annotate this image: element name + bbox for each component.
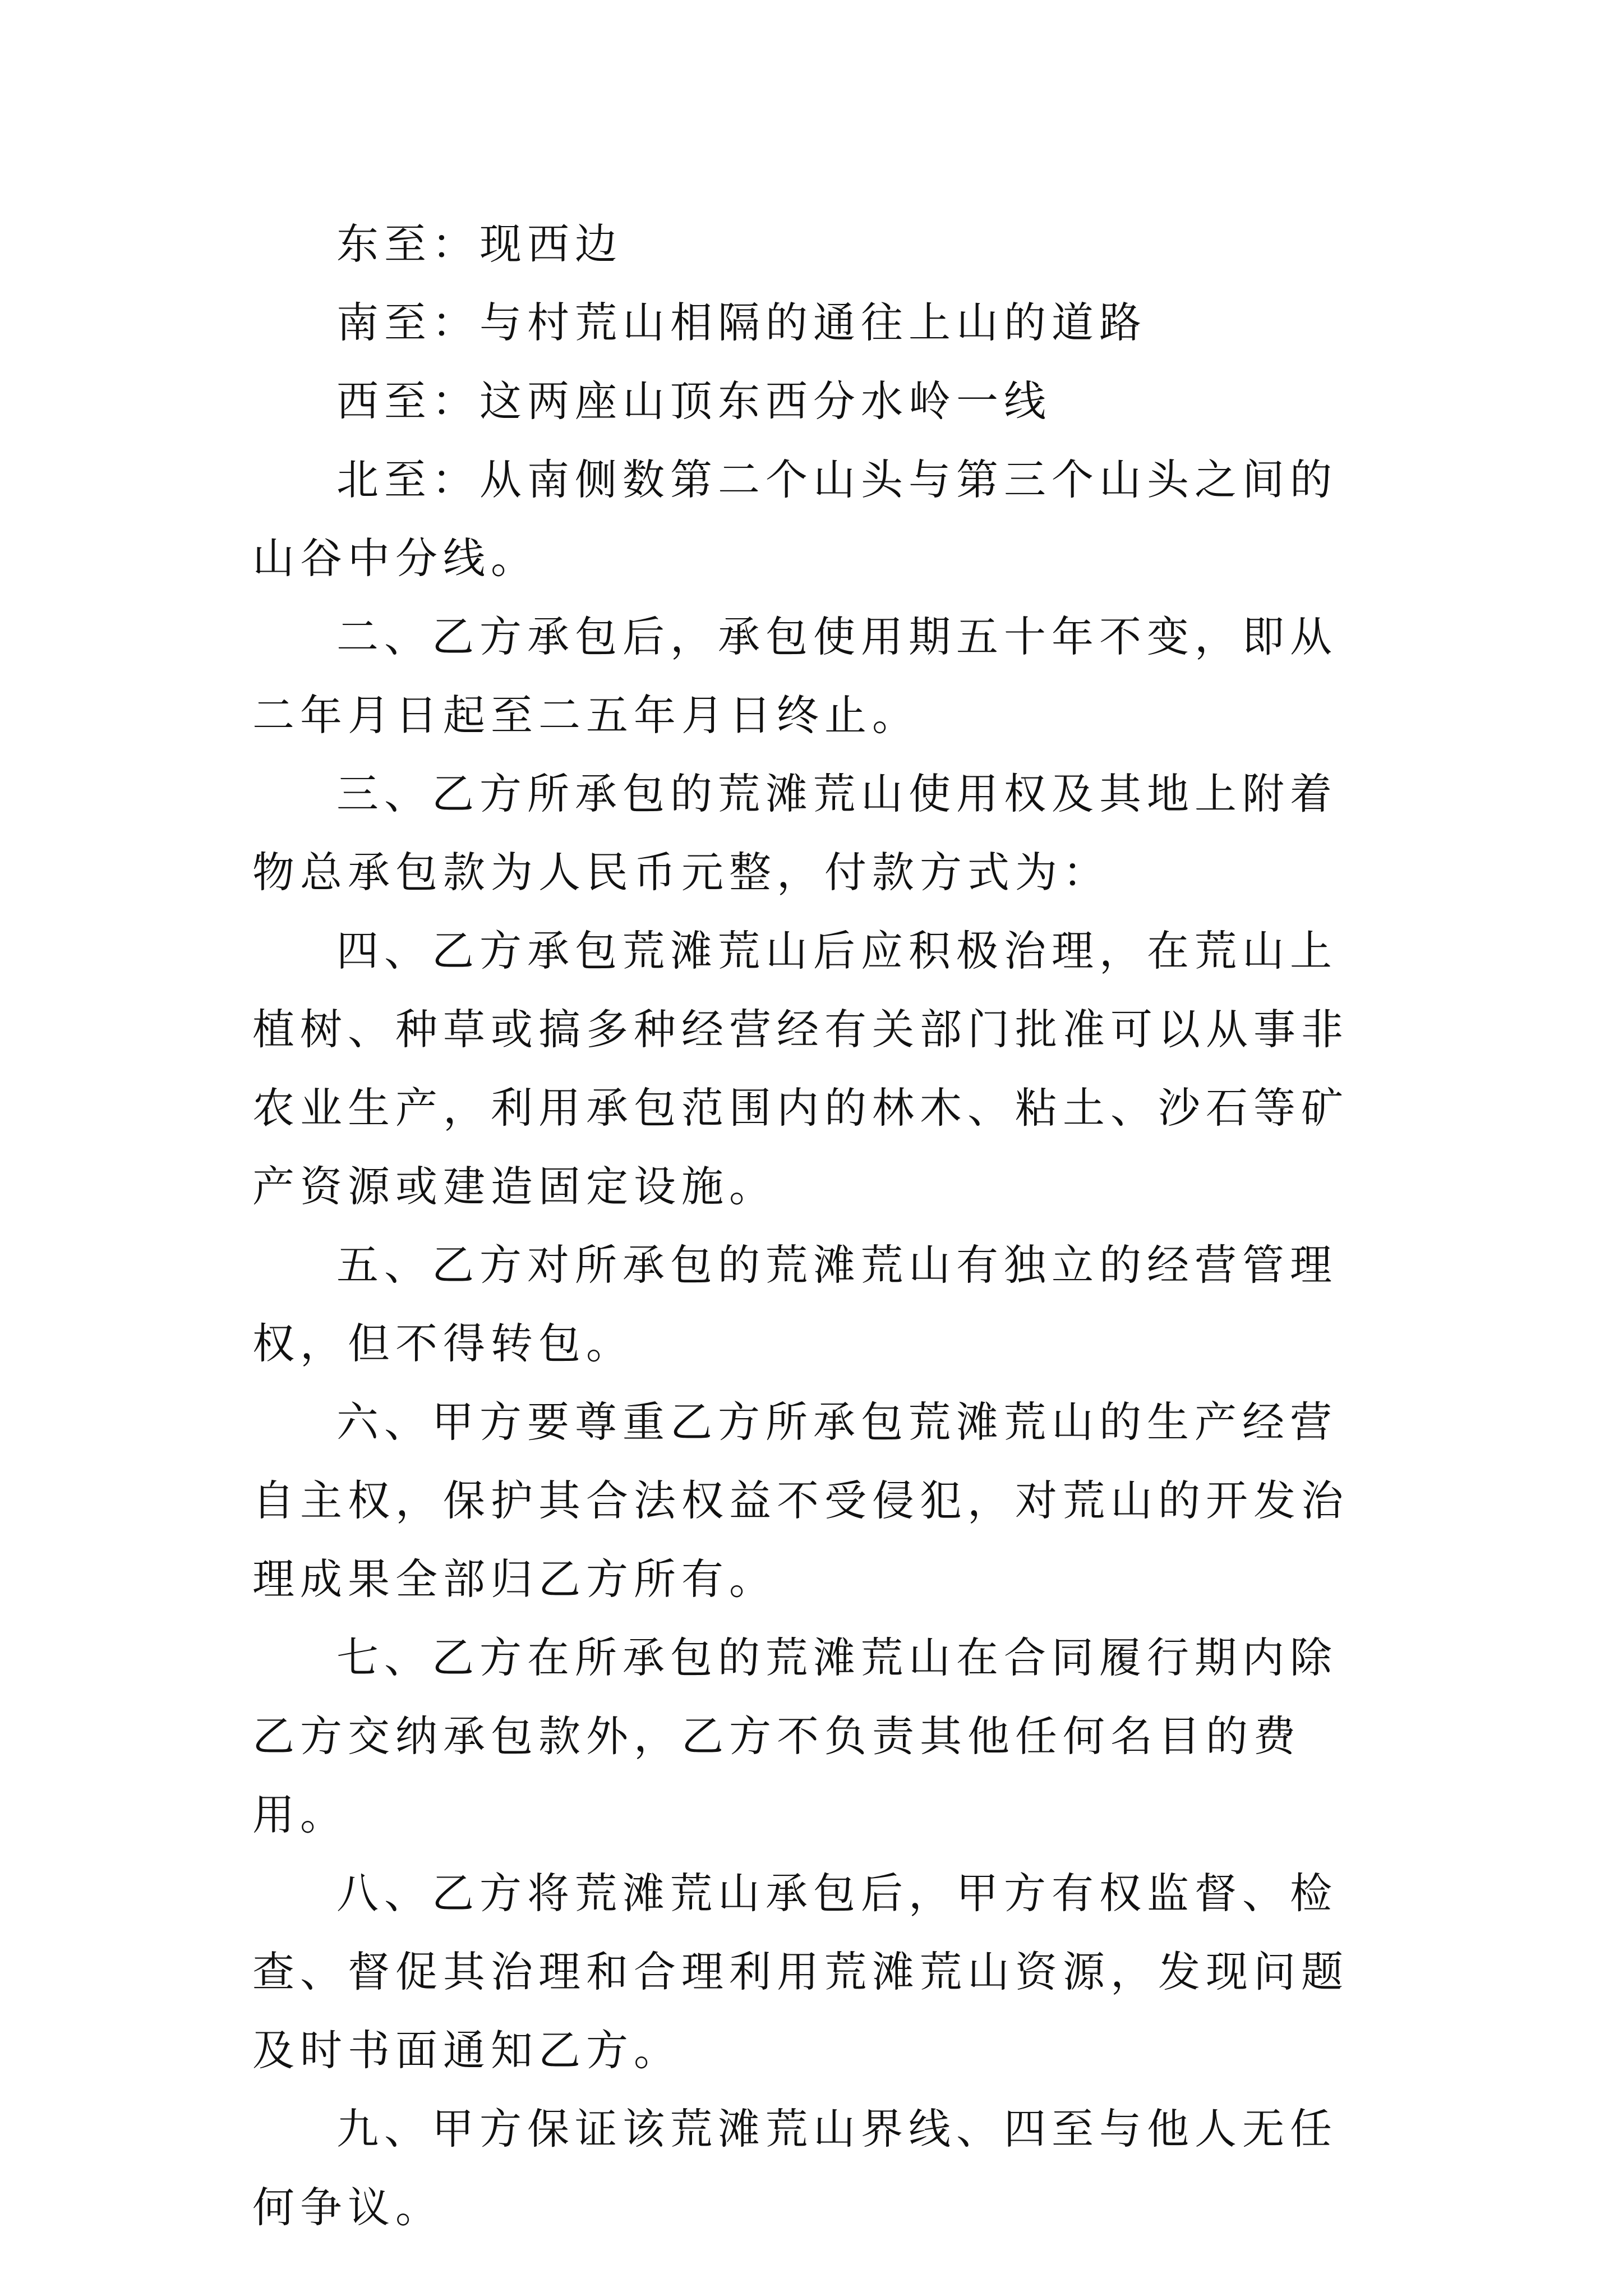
clause-2: 二、乙方承包后，承包使用期五十年不变，即从二年月日起至二五年月日终止。 [252, 612, 1338, 740]
boundary-north: 北至：从南侧数第二个山头与第三个山头之间的山谷中分线。 [252, 455, 1338, 583]
clause-9: 九、甲方保证该荒滩荒山界线、四至与他人无任何争议。 [252, 2104, 1338, 2232]
boundary-south: 南至：与村荒山相隔的通往上山的道路 [336, 298, 1147, 347]
boundary-west: 西至：这两座山顶东西分水岭一线 [336, 376, 1052, 426]
clause-7: 七、乙方在所承包的荒滩荒山在合同履行期内除乙方交纳承包款外，乙方不负责其他任何名目的费用。 [252, 1633, 1338, 1839]
clause-4: 四、乙方承包荒滩荒山后应积极治理，在荒山上植树、种草或搞多种经营经有关部门批准可以从事非农业生产，利用承包范围内的林木、粘土、沙石等矿产资源或建造固定设施。 [252, 926, 1349, 1211]
boundary-east: 东至：现西边 [336, 219, 623, 269]
clause-8: 八、乙方将荒滩荒山承包后，甲方有权监督、检查、督促其治理和合理利用荒滩荒山资源，发现问题及时书面通知乙方。 [252, 1869, 1349, 2075]
document-body [252, 205, 1380, 2247]
clause-6: 六、甲方要尊重乙方所承包荒滩荒山的生产经营自主权，保护其合法权益不受侵犯，对荒山的开发治理成果全部归乙方所有。 [252, 1397, 1349, 1604]
clause-3: 三、乙方所承包的荒滩荒山使用权及其地上附着物总承包款为人民币元整，付款方式为： [252, 769, 1338, 897]
clause-5: 五、乙方对所承包的荒滩荒山有独立的经营管理权，但不得转包。 [252, 1240, 1338, 1368]
